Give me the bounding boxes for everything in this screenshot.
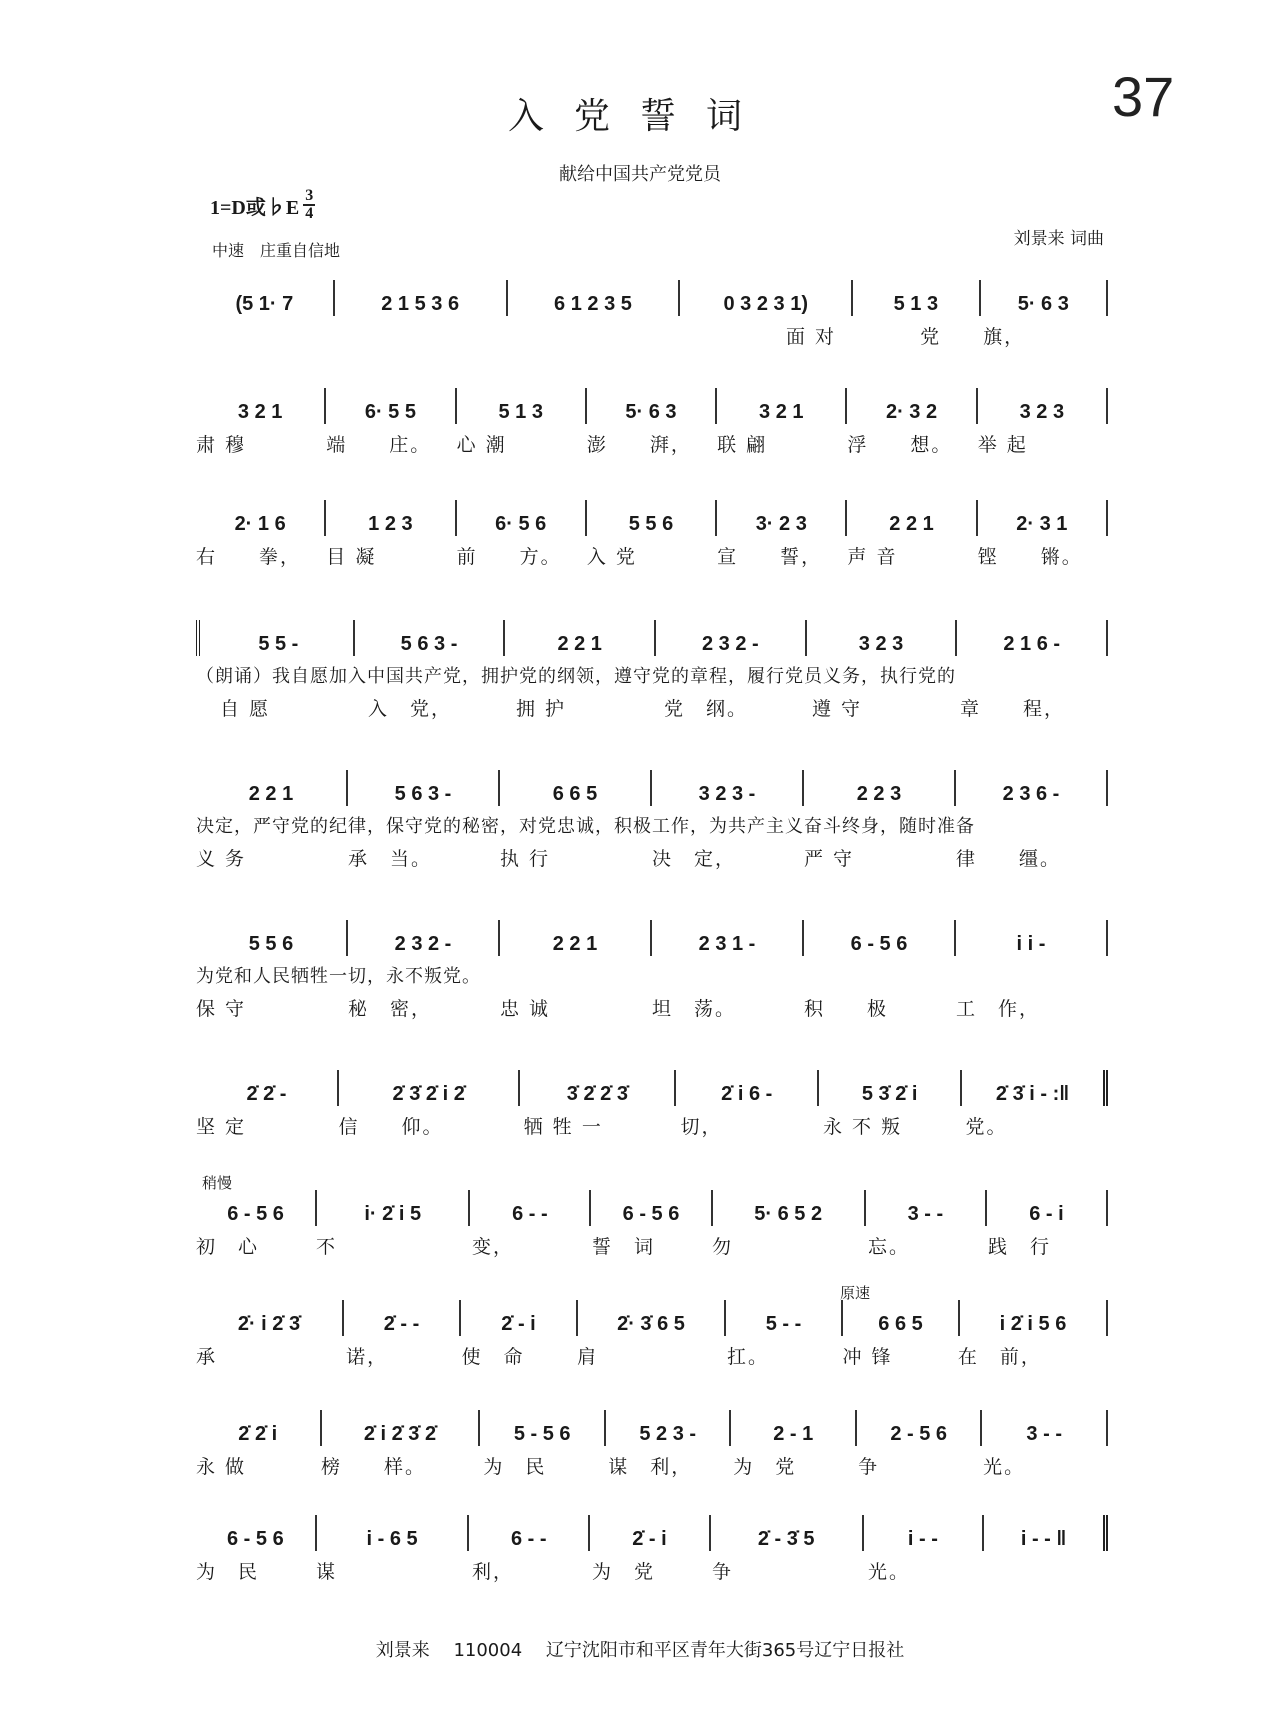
measure: 1 2 3 [368,513,413,535]
measure: 3 2 1 [237,401,283,423]
score-system-9 [196,1300,1108,1368]
measure: 2 2 3 [856,783,902,805]
footer-name: 刘景来 [375,1640,430,1661]
lyric: 拥 护 [516,698,567,720]
measure: 2̇ - 3̇ 5 [757,1528,815,1550]
measure: 5· 6 3 [625,401,677,423]
lyric: 浮 想。 [847,434,953,456]
lyric: 使 命 [461,1346,525,1368]
lyric: 践 行 [988,1236,1052,1258]
lyric: 承 [196,1346,218,1368]
lyric [988,1557,1108,1583]
lyric: 秘 密， [348,998,433,1020]
key-signature [210,188,315,222]
measure: 3 2 3 [858,633,904,655]
lyric: 永 不 叛 [823,1116,903,1138]
measure: 3 - - [907,1203,944,1225]
time-signature: $\frac{3}{4}$ [305,187,314,222]
lyric: 初 心 [196,1236,260,1258]
measure: 6 - i [1029,1203,1064,1225]
measure: 2 1 6 - [1003,633,1061,655]
lyric: 声 音 [847,546,898,568]
lyric: 谋 利， [608,1456,693,1478]
measure: 5· 6 5 2 [754,1203,823,1225]
lyric: 入 党， [368,698,453,720]
measure: 2 2 1 [552,933,598,955]
lyric: 肃 穆 [196,434,247,456]
measure: 6· 5 5 [364,401,416,423]
score-system-10 [196,1410,1108,1478]
recitation-text: 为党和人民牺牲一切，永不叛党。 [196,966,481,987]
measure: 5 5 - [258,633,299,655]
measure: 2̇· i 2̇ 3̇ [237,1313,301,1335]
measure: 2 - 5 6 [890,1423,948,1445]
lyric: 端 庄。 [326,434,432,456]
measure: 2̇· 3̇ 6 5 [617,1313,685,1335]
score-system-5 [196,770,1108,870]
measure: i - - [907,1528,938,1550]
lyric: 铿 锵。 [977,546,1083,568]
measure: 6 6 5 [878,1313,923,1335]
lyric: 利， [472,1561,515,1583]
lyric: 保 守 [196,998,247,1020]
lyric: 永 做 [196,1456,247,1478]
measure: 2̇ 3̇ i - :‖ [995,1083,1070,1105]
lyric: 严 守 [804,848,855,870]
lyric: 争 [858,1456,880,1478]
measure: 5 - 5 6 [513,1423,571,1445]
lyric-line: 面 对 党 旗， [786,326,1026,348]
lyric: 联 翩 [717,434,768,456]
measure: 6 - 5 6 [850,933,908,955]
measure: 6 1 2 3 5 [554,293,632,315]
measure: 5 2 3 - [639,1423,697,1445]
measure: 2̇ - - [383,1313,420,1335]
lyric: 律 缰。 [956,848,1062,870]
measure: 5 5 6 [248,933,294,955]
measure: 5 1 3 [498,401,543,423]
measure: 2 - 1 [773,1423,814,1445]
lyric: 冲 锋 [842,1346,893,1368]
measure: 6 6 5 [552,783,598,805]
lyric: 忘。 [868,1236,911,1258]
lyric: 党 纲。 [664,698,749,720]
measure: 3 2 3 [1019,401,1065,423]
measure: 2̇ i 6 - [721,1083,773,1105]
measure: 2 2 1 [557,633,602,655]
score-system-3 [196,500,1108,568]
measure: 3̇ 2̇ 2̇ 3̇ [566,1083,628,1105]
measure: 2̇ i 2̇ 3̇ 2̇ [363,1423,437,1445]
lyric: 忠 诚 [500,998,551,1020]
lyric: 不 [316,1236,380,1258]
lyric: 榜 样。 [320,1456,426,1478]
lyric: 光。 [983,1456,1026,1478]
lyric: 义 务 [196,848,247,870]
measure: 2· 1 6 [234,513,286,535]
song-title: 入党誓词 [507,96,772,137]
lyric: 工 作， [956,998,1041,1020]
repeat-start-barline [196,620,355,656]
measure: 3 2 1 [759,401,804,423]
measure: 5 1 3 [893,293,939,315]
song-subtitle: 献给中国共产党党员 [559,164,721,185]
footer-contact [0,1636,1280,1662]
lyric: 心 潮 [456,434,507,456]
tempo-original-marker: 原速 [840,1284,871,1302]
measure: 0 3 2 3 1) [723,293,809,315]
measure: 2̇ 3̇ 2̇ i 2̇ [392,1083,465,1105]
lyric: 坚 定 [196,1116,247,1138]
measure: (5 1· 7 [235,293,294,315]
score-system-11 [196,1515,1108,1583]
measure: 5 3̇ 2̇ i [861,1083,918,1105]
measure: i - - ‖ [1020,1528,1067,1550]
lyric: 光。 [868,1561,911,1583]
lyric: 执 行 [500,848,551,870]
measure: 2 2 1 [248,783,294,805]
measure: 2· 3 1 [1016,513,1068,535]
measure: 5 6 3 - [394,783,452,805]
lyric: 肩 [576,1346,598,1368]
measure: 6 - 5 6 [622,1203,680,1225]
measure: i - 6 5 [366,1528,418,1550]
measure: 3 - - [1026,1423,1062,1445]
measure: 2 3 6 - [1002,783,1060,805]
score-system-4 [196,620,1108,720]
lyric: 信 仰。 [338,1116,444,1138]
measure: 2̇ 2̇ i [238,1423,278,1445]
measure: 2 3 2 - [702,633,759,655]
measure: 2· 3 2 [885,401,938,423]
measure: 2 2 1 [889,513,934,535]
score-system-1 [196,280,1108,348]
lyric: 前 方。 [456,546,562,568]
measure: 2̇ - i [501,1313,536,1335]
measure: 5 6 3 - [400,633,458,655]
measure: 6 - 5 6 [227,1528,284,1550]
lyric: 为 民 [196,1561,260,1583]
lyric: 遵 守 [812,698,863,720]
lyric: 澎 湃， [586,434,692,456]
lyric: 誓 词 [592,1236,656,1258]
key-label: 1=D或♭E [210,196,300,219]
tempo-marking: 中速 庄重自信地 [212,241,341,260]
measure: 2 3 1 - [698,933,756,955]
lyric: 为 民 [483,1456,547,1478]
measure: 3 2 3 - [698,783,756,805]
score-system-2 [196,388,1108,456]
page-number: 37 [1112,65,1175,128]
measure: 5 5 6 [628,513,674,535]
composer-credit: 刘景来 词曲 [1013,229,1104,249]
lyric: 承 当。 [348,848,433,870]
measure: 2̇ - i [632,1528,667,1550]
measure: 5 - - [765,1313,802,1335]
recitation-text: （朗诵）我自愿加入中国共产党，拥护党的纲领，遵守党的章程，履行党员义务，执行党的 [196,666,956,687]
lyric: 扛。 [727,1346,770,1368]
measure: 6 - 5 6 [227,1203,284,1225]
lyric: 变， [472,1236,515,1258]
score-system-6 [196,920,1108,1020]
recitation-text: 决定，严守党的纪律，保守党的秘密，对党忠诚，积极工作，为共产主义奋斗终身，随时准备 [196,816,975,837]
lyric: 争 [712,1561,734,1583]
lyric: 坦 荡。 [652,998,737,1020]
lyric: 右 拳， [196,546,302,568]
lyric: 勿 [712,1236,776,1258]
measure: 2̇ 2̇ - [246,1083,287,1105]
measure: 6 - - [512,1203,548,1225]
score-system-8 [196,1190,1108,1258]
measure: i 2̇ i 5 6 [999,1313,1067,1335]
lyric: 宣 誓， [717,546,823,568]
lyric: 切， [680,1116,723,1138]
lyric: 积 极 [804,998,889,1020]
lyric: 入 党 [586,546,637,568]
measure: 6· 5 6 [495,513,547,535]
lyric: 决 定， [652,848,737,870]
measure: 6 - - [510,1528,547,1550]
lyric: 诺， [346,1346,389,1368]
lyric: 举 起 [977,434,1028,456]
measure: i· 2̇ i 5 [364,1203,422,1225]
lyric: 目 凝 [326,546,377,568]
lyric: 党。 [965,1116,1008,1138]
measure: 3· 2 3 [755,513,807,535]
lyric: 在 前， [957,1346,1042,1368]
measure: 2 1 5 3 6 [381,293,460,315]
lyric: 谋 [316,1561,338,1583]
measure: i i - [1016,933,1046,955]
tempo-slower-marker: 稍慢 [202,1174,233,1192]
score-system-7 [196,1070,1108,1138]
measure: 5· 6 3 [1017,293,1069,315]
footer-address: 辽宁沈阳市和平区青年大街365号辽宁日报社 [545,1640,905,1661]
measure: 2 3 2 - [394,933,452,955]
lyric: 章 程， [960,698,1066,720]
repeat-end-barline [962,1070,1108,1106]
lyric: 为 党 [733,1456,797,1478]
final-barline [984,1515,1108,1551]
lyric: 为 党 [592,1561,656,1583]
lyric: 牺 牲 一 [523,1116,603,1138]
lyric: 自 愿 [220,698,271,720]
footer-postcode: 110004 [453,1640,523,1661]
